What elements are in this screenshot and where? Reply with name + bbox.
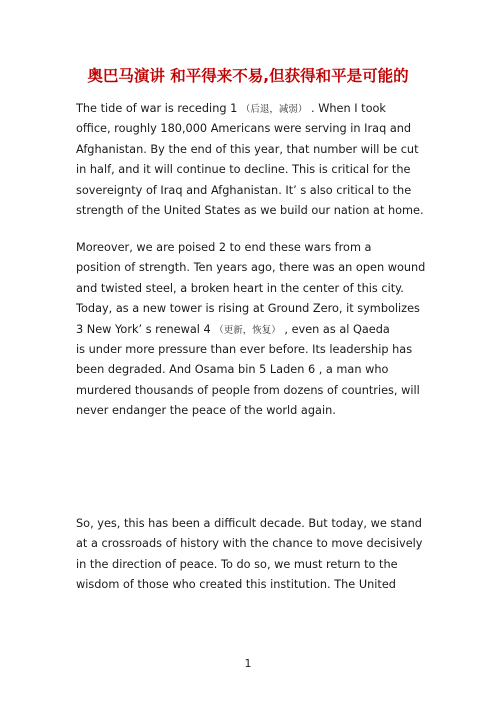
paragraph-1: [76, 99, 428, 221]
text-line: [76, 181, 428, 201]
document-title: 奥巴马演讲 和平得来不易,但获得和平是可能的: [87, 67, 409, 85]
text-segment: murdered thousands of people from dozens of countries, will: [76, 383, 420, 397]
paragraph-3: [76, 514, 428, 596]
text-segment: in the direction of peace. To do so, we must return to the: [76, 557, 398, 571]
text-segment: never endanger the peace of the world again.: [76, 404, 336, 418]
text-segment: Afghanistan. By the end of this year, that number will be cut: [76, 142, 419, 156]
text-segment: sovereignty of Iraq and Afghanistan. It’ s also critical to the: [76, 183, 412, 197]
text-line: [76, 140, 428, 160]
text-line: [76, 119, 428, 139]
text-line: [76, 360, 428, 380]
text-line: [76, 381, 428, 401]
text-segment: at a crossroads of history with the chance to move decisively: [76, 537, 423, 551]
text-line: [76, 299, 428, 319]
text-line: [76, 201, 428, 221]
text-segment: Today, as a new tower is rising at Ground Zero, it symbolizes: [76, 302, 420, 316]
text-segment: So, yes, this has been a difficult decade. But today, we stand: [76, 517, 422, 530]
text-segment: 3 New York’ s renewal 4: [76, 322, 215, 336]
chinese-gloss: （更新，恢复）: [214, 324, 281, 336]
text-segment: office, roughly 180,000 Americans were serving in Iraq and: [76, 122, 412, 136]
text-segment: strength of the United States as we build our nation at home.: [76, 203, 424, 217]
text-segment: . When I took: [307, 102, 386, 115]
text-segment: been degraded. And Osama bin 5 Laden 6 , a man who: [76, 363, 389, 377]
paragraph-2: [76, 238, 428, 422]
text-segment: is under more pressure than ever before. Its leadership has: [76, 342, 413, 356]
text-line: [76, 401, 428, 421]
text-line: [76, 160, 428, 180]
text-segment: wisdom of those who created this institution. The United: [76, 578, 396, 592]
chinese-gloss: （后退，减弱）: [240, 104, 308, 115]
text-line: [76, 258, 428, 278]
page-number: 1: [244, 657, 252, 670]
text-line: [76, 555, 428, 575]
text-line: [76, 340, 428, 360]
text-line: [76, 534, 428, 554]
text-line: [76, 99, 428, 119]
text-segment: Moreover, we are poised 2 to end these wars from a: [76, 241, 372, 254]
text-segment: and twisted steel, a broken heart in the center of this city.: [76, 281, 404, 295]
text-line: [76, 238, 428, 258]
text-line: [76, 279, 428, 299]
text-segment: The tide of war is receding 1: [76, 102, 241, 115]
text-line: [76, 575, 428, 595]
text-segment: position of strength. Ten years ago, there was an open wound: [76, 261, 426, 275]
text-line: [76, 320, 428, 340]
text-line: [76, 514, 428, 534]
text-segment: in half, and it will continue to decline. This is critical for the: [76, 163, 411, 177]
text-segment: , even as al Qaeda: [280, 322, 390, 336]
